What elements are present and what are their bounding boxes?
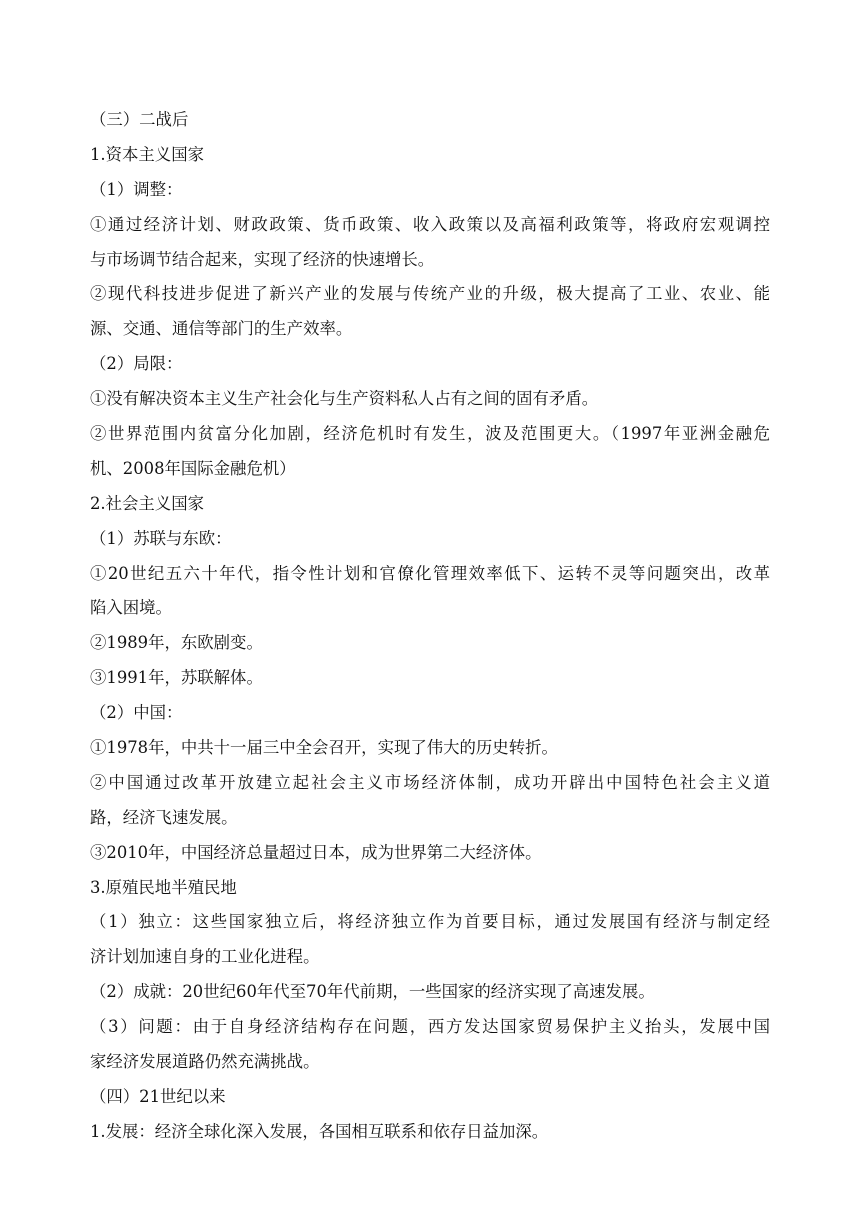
paragraph-line: 路，经济飞速发展。 [90, 807, 238, 827]
paragraph-line: 1.发展：经济全球化深入发展，各国相互联系和依存日益加深。 [90, 1121, 549, 1141]
item-heading-china: （2）中国： [90, 703, 183, 723]
section-heading-21st-century: （四）21世纪以来 [90, 1086, 226, 1106]
subheading-capitalist-countries: 1.资本主义国家 [90, 144, 204, 164]
paragraph-line: ①20世纪五六十年代，指令性计划和官僚化管理效率低下、运转不灵等问题突出，改革 [90, 563, 770, 583]
paragraph-line: （2）成就：20世纪60年代至70年代前期，一些国家的经济实现了高速发展。 [90, 982, 655, 1002]
paragraph-line: 机、2008年国际金融危机） [90, 458, 296, 478]
paragraph-line: ③1991年，苏联解体。 [90, 668, 263, 688]
paragraph-line: ②中国通过改革开放建立起社会主义市场经济体制，成功开辟出中国特色社会主义道 [90, 772, 770, 792]
paragraph-line: 济计划加速自身的工业化进程。 [90, 947, 320, 967]
subheading-former-colonies: 3.原殖民地半殖民地 [90, 877, 237, 897]
paragraph-line: ①没有解决资本主义生产社会化与生产资料私人占有之间的固有矛盾。 [90, 389, 599, 409]
paragraph-line: （3）问题：由于自身经济结构存在问题，西方发达国家贸易保护主义抬头，发展中国 [90, 1017, 770, 1037]
paragraph-line: （1）独立：这些国家独立后，将经济独立作为首要目标，通过发展国有经济与制定经 [90, 912, 770, 932]
item-heading-limitations: （2）局限： [90, 354, 183, 374]
paragraph-line: ①1978年，中共十一届三中全会召开，实现了伟大的历史转折。 [90, 738, 558, 758]
paragraph-line: 陷入困境。 [90, 598, 172, 618]
item-heading-soviet-eastern-europe: （1）苏联与东欧： [90, 528, 232, 548]
paragraph-line: ②世界范围内贫富分化加剧，经济危机时有发生，波及范围更大。（1997年亚洲金融危 [90, 424, 770, 444]
paragraph-line: ②现代科技进步促进了新兴产业的发展与传统产业的升级，极大提高了工业、农业、能 [90, 284, 770, 304]
document-page [90, 103, 770, 1150]
paragraph-line: ②1989年，东欧剧变。 [90, 633, 263, 653]
section-heading-postwar: （三）二战后 [90, 110, 189, 129]
paragraph-line: 源、交通、通信等部门的生产效率。 [90, 319, 353, 339]
subheading-socialist-countries: 2.社会主义国家 [90, 493, 204, 513]
paragraph-line: ①通过经济计划、财政政策、货币政策、收入政策以及高福利政策等，将政府宏观调控 [90, 214, 770, 234]
paragraph-line: 家经济发展道路仍然充满挑战。 [90, 1052, 320, 1072]
paragraph-line: ③2010年，中国经济总量超过日本，成为世界第二大经济体。 [90, 842, 542, 862]
item-heading-adjustment: （1）调整： [90, 179, 183, 199]
paragraph-line: 与市场调节结合起来，实现了经济的快速增长。 [90, 249, 435, 269]
